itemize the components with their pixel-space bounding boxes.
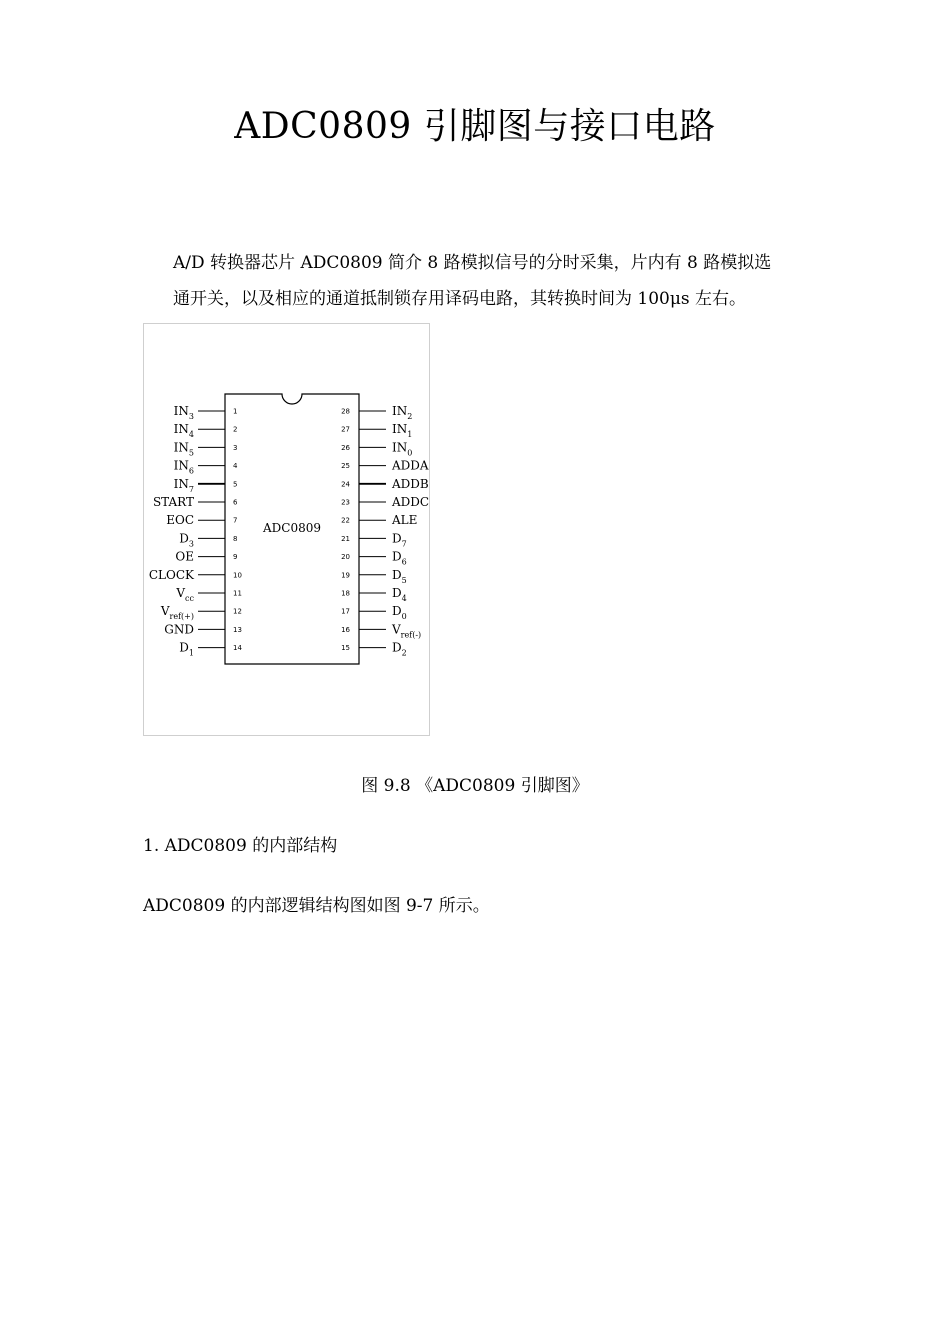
left-pin-label-3: $IN_5$ xyxy=(173,440,194,458)
left-pin-number-13: 13 xyxy=(233,625,242,634)
left-pin-number-2: 2 xyxy=(233,425,238,434)
right-pin-label-14: $D_2$ xyxy=(392,640,407,658)
right-pin-label-10: $D_5$ xyxy=(392,567,407,585)
right-pin-number-7: 22 xyxy=(341,516,350,525)
intro-paragraph xyxy=(173,245,823,317)
left-pin-label-2: $IN_4$ xyxy=(173,422,194,440)
right-pin-label-2: $IN_1$ xyxy=(392,422,413,440)
right-pin-number-3: 26 xyxy=(341,443,350,452)
document-title: ADC0809 引脚图与接口电路 xyxy=(234,106,716,147)
left-pin-number-6: 6 xyxy=(233,498,238,507)
pinout-diagram xyxy=(144,324,431,737)
right-pin-number-14: 15 xyxy=(341,644,350,653)
right-pin-number-5: 24 xyxy=(341,480,350,489)
right-pin-label-9: $D_6$ xyxy=(392,549,407,567)
left-pin-label-13: GND xyxy=(164,622,194,637)
left-pin-label-14: $D_1$ xyxy=(179,640,194,658)
left-pin-label-8: $D_3$ xyxy=(179,531,194,549)
left-pin-number-12: 12 xyxy=(233,607,242,616)
right-pin-number-10: 19 xyxy=(341,571,350,580)
left-pin-number-1: 1 xyxy=(233,407,238,416)
left-pin-number-3: 3 xyxy=(233,443,238,452)
right-pin-number-1: 28 xyxy=(341,407,350,416)
right-pin-number-8: 21 xyxy=(341,534,350,543)
right-pin-label-8: $D_7$ xyxy=(392,531,407,549)
section-body: ADC0809 的内部逻辑结构图如图 9-7 所示。 xyxy=(143,896,490,916)
right-pin-number-13: 16 xyxy=(341,625,350,634)
right-pin-number-4: 25 xyxy=(341,462,350,471)
left-pin-number-10: 10 xyxy=(233,571,242,580)
right-pin-label-7: ALE xyxy=(392,513,418,528)
left-pin-label-5: $IN_7$ xyxy=(173,476,194,494)
left-pin-label-12: $V_{ref(+)}$ xyxy=(160,604,194,622)
left-pin-number-7: 7 xyxy=(233,516,238,525)
left-pin-label-6: START xyxy=(152,495,194,509)
right-pin-label-13: $V_{ref(-)}$ xyxy=(392,622,422,640)
right-pin-number-6: 23 xyxy=(341,498,350,507)
left-pin-number-14: 14 xyxy=(233,644,242,653)
section-heading: 1. ADC0809 的内部结构 xyxy=(143,836,338,856)
left-pin-number-11: 11 xyxy=(233,589,242,598)
left-pin-label-9: OE xyxy=(175,549,194,564)
pinout-figure xyxy=(143,323,430,736)
right-pin-number-9: 20 xyxy=(341,553,350,562)
right-pin-label-4: ADDA xyxy=(392,458,429,473)
left-pin-label-4: $IN_6$ xyxy=(173,458,194,476)
right-pin-number-12: 17 xyxy=(341,607,350,616)
left-pin-label-1: $IN_3$ xyxy=(173,404,194,421)
left-pin-number-4: 4 xyxy=(233,462,238,471)
left-pin-number-8: 8 xyxy=(233,534,238,543)
right-pin-label-11: $D_4$ xyxy=(392,586,407,603)
left-pin-label-11: $V_{cc}$ xyxy=(176,586,194,603)
right-pin-number-2: 27 xyxy=(341,425,350,434)
left-pin-number-9: 9 xyxy=(233,553,238,562)
chip-label: ADC0809 xyxy=(262,521,322,535)
left-pin-number-5: 5 xyxy=(233,480,238,489)
intro-line-1: A/D 转换器芯片 ADC0809 简介 8 路模拟信号的分时采集，片内有 8 路模拟选 xyxy=(173,253,772,273)
right-pin-number-11: 18 xyxy=(341,589,350,598)
intro-line-2: 通开关，以及相应的通道抵制锁存用译码电路，其转换时间为 100μs 左右。 xyxy=(173,289,747,309)
right-pin-label-12: $D_0$ xyxy=(392,604,407,622)
left-pin-label-7: EOC xyxy=(166,513,194,528)
right-pin-label-3: $IN_0$ xyxy=(392,440,413,458)
right-pin-label-5: ADDB xyxy=(392,476,429,491)
left-pin-label-10: CLOCK xyxy=(148,567,194,582)
right-pin-label-1: $IN_2$ xyxy=(392,404,413,421)
right-pin-label-6: ADDC xyxy=(392,495,430,509)
figure-caption: 图 9.8 《ADC0809 引脚图》 xyxy=(361,776,589,796)
